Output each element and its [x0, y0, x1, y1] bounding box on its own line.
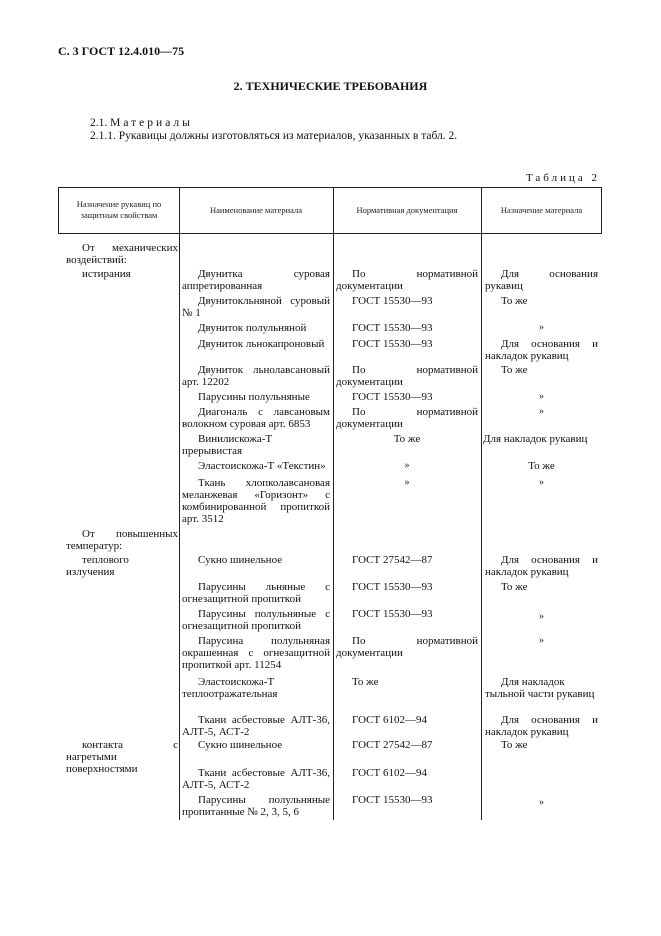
header-right-border	[601, 187, 602, 233]
page-header: С. 3 ГОСТ 12.4.010—75	[58, 44, 185, 58]
normative-doc: ГОСТ 6102—94	[352, 714, 427, 726]
material-name: Парусины полульняные	[198, 391, 310, 403]
material-purpose: »	[539, 635, 544, 646]
table-label: Таблица 2	[525, 172, 600, 184]
material-name: Двуниток льнокапроновый	[198, 338, 325, 350]
subsection-label: Материалы	[110, 117, 193, 129]
column-header: Нормативная документация	[356, 204, 458, 215]
normative-doc: ГОСТ 15530—93	[352, 391, 433, 403]
material-purpose: То же	[501, 295, 528, 307]
material-purpose: »	[539, 322, 544, 333]
material-purpose: »	[539, 406, 544, 417]
normative-doc: ГОСТ 15530—93	[352, 581, 433, 593]
material-purpose: Для основания и накладок рукавиц	[485, 714, 598, 738]
column-divider	[333, 187, 334, 820]
column-divider	[179, 187, 180, 820]
subsection-2-1-1: 2.1.1. Рукавицы должны изготовляться из материалов, указанных в табл. 2.	[90, 130, 458, 142]
section-title: 2. ТЕХНИЧЕСКИЕ ТРЕБОВАНИЯ	[233, 79, 428, 93]
normative-doc: ГОСТ 15530—93	[352, 794, 433, 806]
material-purpose: Для основания и накладок рукавиц	[485, 338, 598, 362]
group-label: контакта с нагретыми поверхностями	[66, 739, 178, 775]
material-name: Парусины полульняные с огнезащитной пропиткой	[182, 608, 330, 632]
subsection-2-1	[90, 117, 193, 129]
material-purpose: Для накладок тыльной части рукавиц	[485, 676, 595, 700]
material-name: Эластоискожа-Т «Текстин»	[198, 460, 326, 472]
material-purpose: То же	[501, 364, 528, 376]
header-separator	[58, 233, 602, 234]
material-purpose: »	[539, 391, 544, 402]
material-name: Двунитокльняной суровый № 1	[182, 295, 330, 319]
normative-doc: ГОСТ 15530—93	[352, 322, 433, 334]
normative-doc: То же	[352, 676, 379, 688]
material-name: Двуниток полульняной	[198, 322, 307, 334]
normative-doc: По нормативной документации	[336, 268, 478, 292]
column-header: Назначение материала	[500, 204, 583, 215]
column-divider	[481, 187, 482, 820]
normative-doc: По нормативной документации	[336, 635, 478, 659]
column-header: Назначение рукавиц по защитным свойствам	[76, 199, 162, 220]
material-name: Ткани асбестовые АЛТ-36, АЛТ-5, АСТ-2	[182, 767, 330, 791]
normative-doc: ГОСТ 6102—94	[352, 767, 427, 779]
material-name: Ткани асбестовые АЛТ-36, АЛТ-5, АСТ-2	[182, 714, 330, 738]
normative-doc: »	[404, 460, 410, 471]
group-label: истирания	[82, 268, 131, 280]
material-purpose: То же	[528, 460, 555, 472]
material-purpose: »	[539, 797, 544, 808]
group-label: От повышенных температур:	[66, 528, 178, 552]
material-name: Двуниток льнолавсановый арт. 12202	[182, 364, 330, 388]
subsection-number: 2.1.	[90, 117, 108, 129]
normative-doc: По нормативной документации	[336, 364, 478, 388]
material-name: Диагональ с лавсановым волокном суровая арт. 6853	[182, 406, 330, 430]
material-purpose: Для накладок рукавиц	[483, 433, 588, 445]
normative-doc: То же	[393, 433, 421, 445]
material-purpose: То же	[501, 739, 528, 751]
normative-doc: ГОСТ 27542—87	[352, 554, 433, 566]
material-purpose: Для основания и накладок рукавиц	[485, 554, 598, 578]
material-name: Двунитка суровая аппретированная	[182, 268, 330, 292]
normative-doc: ГОСТ 27542—87	[352, 739, 433, 751]
material-name: Эластоискожа-Т теплоотражательная	[182, 676, 278, 700]
normative-doc: ГОСТ 15530—93	[352, 608, 433, 620]
normative-doc: »	[404, 477, 410, 488]
material-name: Парусины льняные с огнезащитной пропиткой	[182, 581, 330, 605]
group-label: теплового излучения	[66, 554, 129, 578]
material-name: Винилискожа-Т прерывистая	[182, 433, 273, 457]
material-name: Парусины полульняные пропитанные № 2, 3, 5, 6	[182, 794, 330, 818]
normative-doc: ГОСТ 15530—93	[352, 338, 433, 350]
material-purpose: »	[539, 611, 544, 622]
column-header: Наименование материала	[209, 204, 303, 215]
materials-table	[58, 187, 602, 820]
normative-doc: ГОСТ 15530—93	[352, 295, 433, 307]
material-purpose: »	[539, 477, 544, 488]
material-name: Ткань хлопколавсановая меланжевая «Горизонт» с комбинированной пропиткой арт. 3512	[182, 477, 330, 525]
material-purpose: То же	[501, 581, 528, 593]
material-name: Парусина полульняная окрашенная с огнезащитной пропиткой арт. 11254	[182, 635, 330, 671]
material-name: Сукно шинельное	[198, 739, 283, 751]
group-label: От механических воздействий:	[66, 242, 178, 266]
header-left-border	[58, 187, 59, 233]
material-purpose: Для основания рукавиц	[485, 268, 598, 292]
normative-doc: По нормативной документации	[336, 406, 478, 430]
material-name: Сукно шинельное	[198, 554, 283, 566]
